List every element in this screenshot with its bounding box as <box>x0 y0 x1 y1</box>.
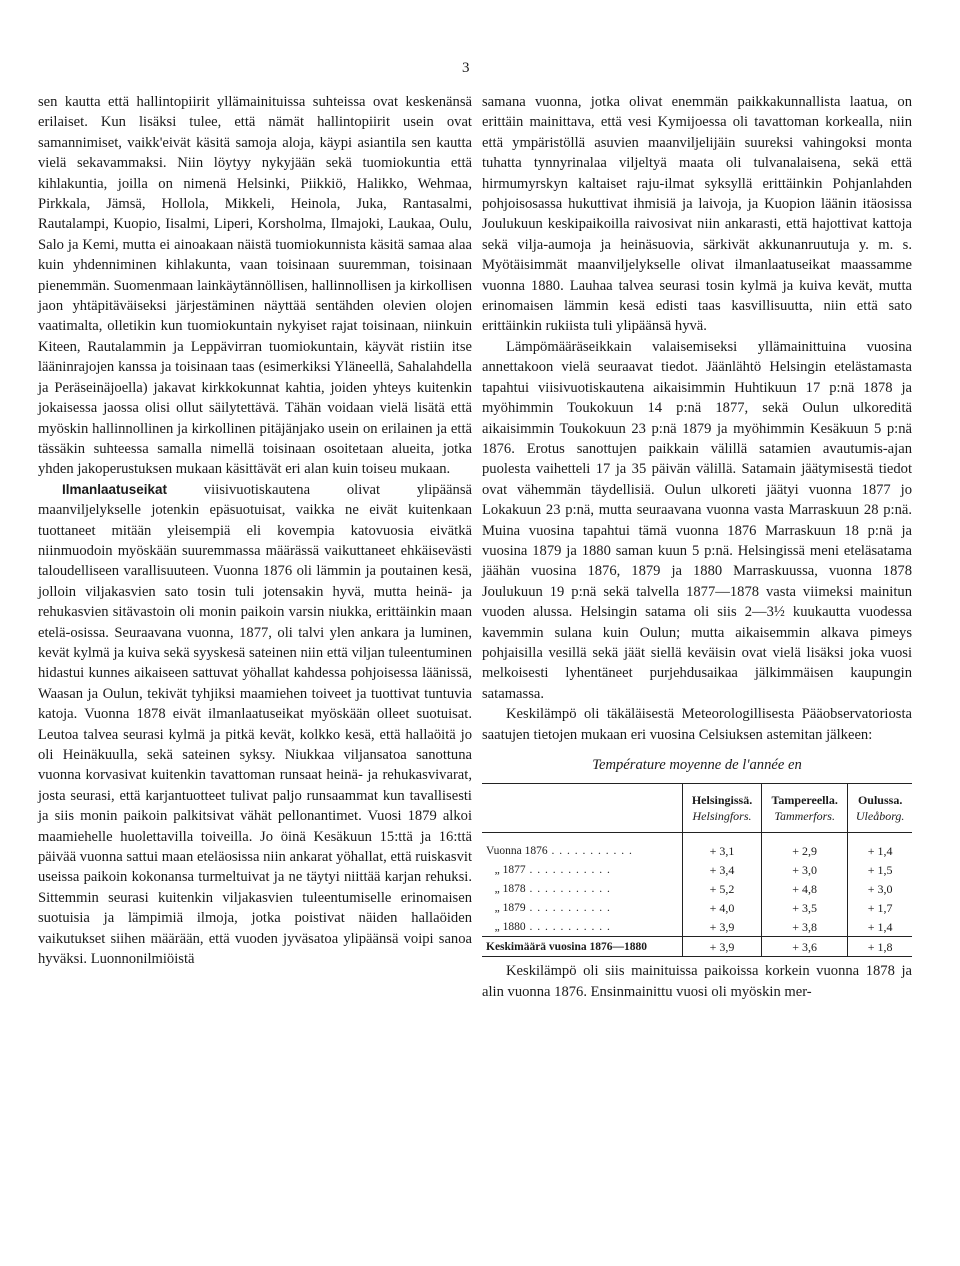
temperature-table <box>482 783 912 957</box>
table-title: Température moyenne de l'année en <box>592 757 802 773</box>
row-label: „ 1877 . . . . . . . . . . . <box>494 863 611 876</box>
total-label: Keskimäärä vuosina 1876—1880 <box>482 937 683 957</box>
cell-oulu: + 1,4 <box>848 833 912 861</box>
cell-helsinki: + 5,2 <box>683 879 762 898</box>
row-label: „ 1880 . . . . . . . . . . . <box>494 920 611 933</box>
row-label: „ 1879 . . . . . . . . . . . <box>494 901 611 914</box>
header-tampere-sv: Tammerfors. <box>774 809 835 824</box>
table-row <box>482 833 912 861</box>
header-oulu-sv: Uleåborg. <box>855 809 905 824</box>
total-tampere: + 3,6 <box>762 937 848 957</box>
table-header-blank <box>482 784 683 833</box>
header-helsinki-fi: Helsingissä. <box>691 793 753 808</box>
cell-helsinki: + 3,9 <box>683 917 762 937</box>
total-oulu: + 1,8 <box>848 937 912 957</box>
paragraph-administrative-districts: sen kautta että hallintopiirit yllämainituissa suhteissa ovat keskenänsä erilaiset. Kun lisäksi tulee, että nämät hallintopiirit usein ovat samannimiset, vaikk'eivät käsitä samoja aloja, käypi asiantila sen kautta vielä sekavammaksi. Niin löytyy nykyjään sekä tuomiokuntia että kihlakuntia, joilla on nimenä Helsinki, Piikkiö, Halikko, Wehmaa, Pirkkala, Jämsä, Hollola, Mikkeli, Heinola, Juka, Rantasalmi, Rautalampi, Kuopio, Iisalmi, Liperi, Korsholma, Ilmajoki, Laukaa, Oulu, Salo ja Kemi, mutta ei ainoakaan näistä tuomiokunnista käsitä samaa alaa kuin yhdenniminen kihlakunta, vaan toisinaan suuremman, toisinaan pienemmän. Suomenmaan lainkäytännöllisen, hallinnollisen ja kirkollisen jaon yhtäpitäväiseksi järjestäminen näyttää sentähden olevien olojen vaatimalta, olletikin kun tuomiokuntain nykyiset rajat toisinaan, niinkuin Kiteen, Rautalammin ja Leppävirran tuomiokuntain, käyvät ristiin itse lääninrajojen kanssa ja toisinaan taas (esimerkiksi Yläneellä, Sahalahdella ja Peräseinäjoella) jakavat kirkkokunnat kahtia, joiden yhteys kuitenkin jokaisessa jaossa olisi ollut säilytettävä. Tähän voidaan vielä lisätä että myöskin hallinnollinen ja kirkollinen pitäjänjako usein on erilainen ja että tässäkin suhteessa samalla nimellä toisinaan osoitetaan alueita, jotka yhden jakoperustuksen mukaan käsittävät eri alan kuin toiseu mukaan. <box>38 94 472 478</box>
page-number: 3 <box>462 60 470 76</box>
row-label: „ 1878 . . . . . . . . . . . <box>494 882 611 895</box>
table-header-row <box>482 784 912 833</box>
cell-tampere: + 3,5 <box>762 898 848 917</box>
header-tampere-fi: Tampereella. <box>771 793 838 808</box>
cell-oulu: + 1,5 <box>848 860 912 879</box>
table-header-oulu <box>848 784 912 833</box>
paragraph-natural-phenomena: samana vuonna, jotka olivat enemmän paikkakunnallista laatua, on erittäin mainittava, että vesi Kymijoessa oli tavattoman korkealla, niin että ympäristöllä asuvien maanviljelijäin suureksi vahingoksi monta tuhatta tynnyrinalaa viljeltyä maata oli tulvanalaisena, sekä että hirmumyrskyn kaltaiset raju-ilmat syksyllä erittäinkin Pohjanlahden pohjoisosassa hukuttivat ihmisiä ja laivoja, ja Kuopion läänin itäosissa Joulukuun keskipaikoilla raivosivat niin ankarasti, että hajottivat kattoja sekä vilja-aumoja ja heinäsuovia, särkivät akkunanruutuja y. m. s. Myötäisimmät maanviljelykselle olivat ilmanlaatuseikat maassamme vuonna 1880. Lauhaa talvea seurasi tosin kylmä ja kuiva kevät, mutta erinomaisen lämmin kesä edisti taas kasvillisuutta, niin että sato erittäinkin rukiista tuli ylipäänsä hyvä. <box>482 94 912 335</box>
cell-helsinki: + 4,0 <box>683 898 762 917</box>
paragraph-mean-temperature-conclusion: Keskilämpö oli siis mainituissa paikoissa korkein vuonna 1878 ja alin vuonna 1876. Ensinmainittu vuosi oli myöskin mer- <box>482 963 912 1000</box>
cell-oulu: + 3,0 <box>848 879 912 898</box>
header-oulu-fi: Oulussa. <box>857 793 903 808</box>
table-row <box>482 898 912 917</box>
cell-helsinki: + 3,1 <box>683 833 762 861</box>
left-column <box>38 92 472 969</box>
table-total-row <box>482 937 912 957</box>
paragraph-ice-and-harbours: Lämpömääräseikkain valaisemiseksi yllämainittuina vuosina annettakoon vielä seuraavat tiedot. Jäänlähtö Helsingin etelästamasta tapahtui viisivuotiskautena aikaisimmin Huhtikuun 17 p:nä 1878 ja myöhimmin Toukokuun 14 p:nä 1877, sekä Oulun ulkoreditä aikaisimmin Toukokuun 23 p:nä 1879 ja myöhimmin Kesäkuun 5 p:nä 1876. Erotus sanottujen paikkain välillä satamien avautumis-ajan puolesta vaihetteli 17 ja 35 päivän välillä. Satamain jäätymisestä tiedot ovat vähemmän täydellisiä. Oulun ulkoreti jäätyi vuonna 1877 jo Lokakuun 23 p:nä, mutta seuraavana vuonna vasta Marraskuun 28 p:nä. Muina vuosina tapahtui tämä vuonna 1876 Marraskuun 18 p:nä ja vuosina 1879 ja 1880 saman kuun 5 p:nä. Helsingissä meni eteläsatama jäähän vuosina 1876, 1879 ja 1880 Marraskuussa, vuonna 1878 Joulukuun 19 p:nä sekä talvella 1877—1878 vasta viimeksi mainitun vuoden alussa. Helsingin satama oli siis 2—3½ kuukautta vuodessa kavemmin sulana kuin Oulun; mutta aikaisemmin alkava pimeys pohjaisilla vesillä sekä jäät siellä keväisin ovat vielä lisäksi joka vuosi melkoisesti lyhentäneet purjehdusaikaa jälkimmäisen kaupungin satamassa. <box>482 338 912 702</box>
cell-tampere: + 2,9 <box>762 833 848 861</box>
header-helsinki-sv: Helsingfors. <box>692 809 752 824</box>
cell-tampere: + 3,8 <box>762 917 848 937</box>
cell-oulu: + 1,7 <box>848 898 912 917</box>
right-column <box>482 92 912 1002</box>
paragraph-weather-conditions <box>38 480 472 970</box>
cell-helsinki: + 3,4 <box>683 860 762 879</box>
weather-paragraph-body: viisivuotiskautena olivat ylipäänsä maanviljelykselle jotenkin epäsuotuisat, vaikka ne eivät kuitenkaan tuottaneet mitään yleisempiä eli kovempia katovuosia eivätkä niinmuodoin myöskään suuremmassa määrässä vaikuttaneet ehkäisevästi taloudelliseen varallisuuteen. Vuonna 1876 oli lämmin ja poutainen kesä, jolloin viljakasvien sato tosin tuli jotensakin hyvä, mutta heinä- ja rehukasvien sitävastoin oli monin paikoin varsin niukka, erittäinkin maan etelä-osissa. Seuraavana vuonna, 1877, oli talvi ylen ankara ja luminen, kevät kylmä ja kuiva sekä syyskesä sateinen niin että viljan tuleentuminen hidastui kunnes aikaiseen sattuvat yöhallat kahdessa pohjoisessa läänissä, Waasan ja Oulun, tekivät tyhjiksi maamiehen toiveet ja tuottivat tuntuvia katoja. Vuonna 1878 eivät ilmanlaatuseikat myöskään olleet suotuisat. Leutoa talvea seurasi kylmä ja pitkä kevät, kolkko kesä, että hallaöitä jo oli Heinäkuulla, sekä sateinen syksy. Niukkaa viljansatoa sanottuna vuonna korvasivat kuitenkin tavattoman runsaat heinä- ja rehukasvivarat, josta seurasi, että karjantuotteet tulivat paljo runsaammat kun tavallisesti ja siis monin paikoin palkitsivat vähät pellonantimet. Vuosi 1879 alkoi maamiehelle huolettavilla toiveilla. Jo öinä Kesäkuun 15:ttä ja 16:ttä päivää vuonna sattui maan eteläosissa niin ankarat yöhallat, että ruiskasvit useissa paikoin kokonansa turmeltuivat ja ne täytyi niittää karjan rehuksi. Sittemmin seurasi kuitenkin viljakasvien tuleentumiselle erinomaisen suotuisia ja lämpimiä ilmoja, jotka poistivat näiden hallaöiden vaikutukset siihen määrään, että vuoden jyväsatoa ylipäänsä voipi sanoa hyväksi. Luonnonilmiöistä <box>38 481 472 968</box>
table-header-tampere <box>762 784 848 833</box>
row-label: Vuonna 1876 . . . . . . . . . . . <box>486 844 633 857</box>
table-row <box>482 879 912 898</box>
table-row <box>482 917 912 937</box>
cell-tampere: + 4,8 <box>762 879 848 898</box>
table-row <box>482 860 912 879</box>
weather-lead-term: Ilmanlaatuseikat <box>62 481 168 497</box>
cell-oulu: + 1,4 <box>848 917 912 937</box>
cell-tampere: + 3,0 <box>762 860 848 879</box>
table-header-helsinki <box>683 784 762 833</box>
paragraph-mean-temperature-intro: Keskilämpö oli täkäläisestä Meteorologillisesta Pääobservatoriosta saatujen tietojen mukaan eri vuosina Celsiuksen astemitan jälkeen: <box>482 706 912 743</box>
total-helsinki: + 3,9 <box>683 937 762 957</box>
